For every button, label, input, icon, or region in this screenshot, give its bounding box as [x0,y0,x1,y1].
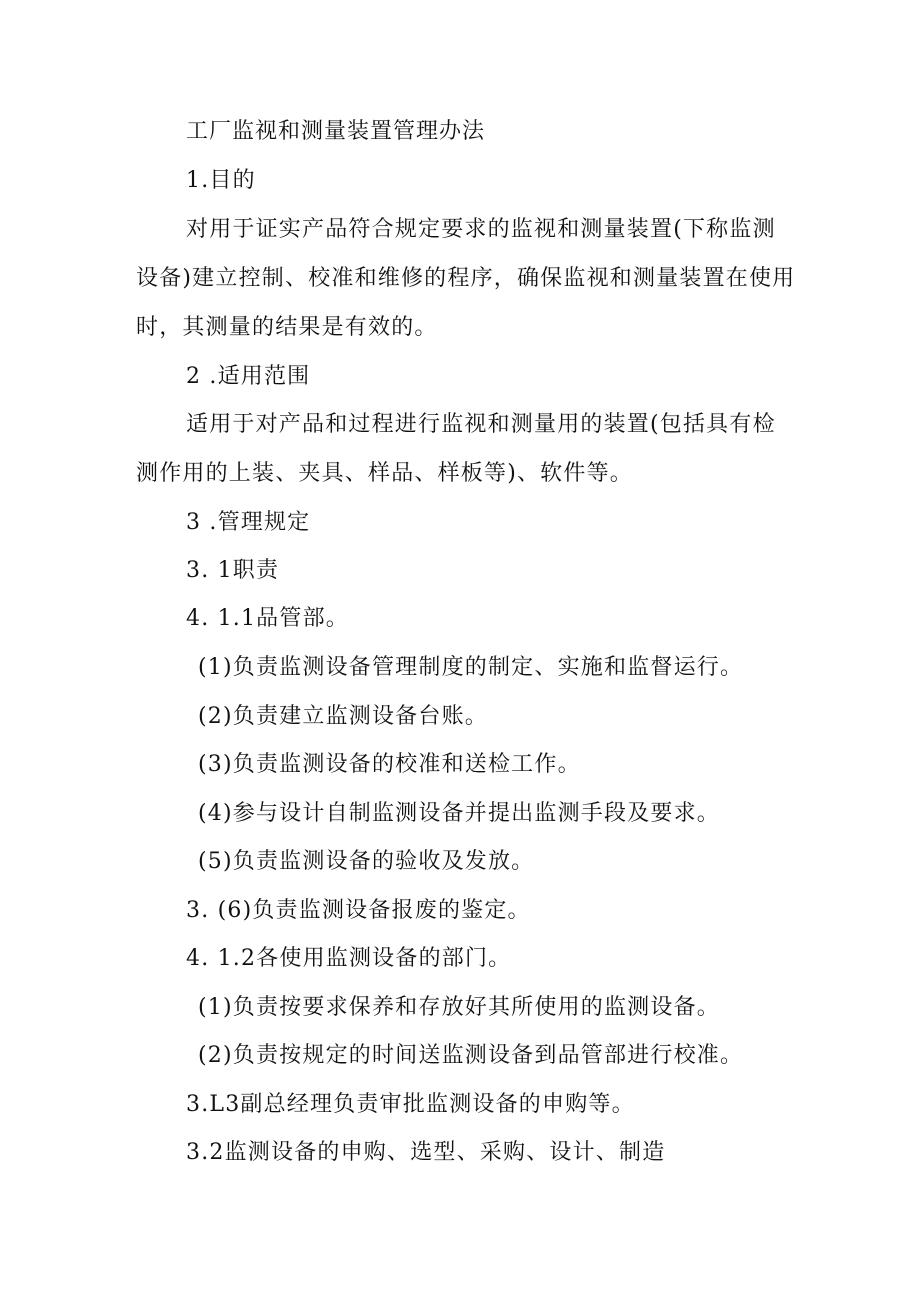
section-heading-scope: 2 .适用范围 [186,364,311,389]
document-title: 工厂监视和测量装置管理办法 [186,119,486,144]
paragraph-line: 时，其测量的结果是有效的。 [136,315,438,340]
list-item: (2)负责按规定的时间送监测设备到品管部进行校准。 [198,1043,744,1068]
subsection-heading: 3.2监测设备的申购、选型、采购、设计、制造 [186,1140,666,1165]
list-item: (3)负责监测设备的校准和送检工作。 [198,752,581,777]
list-item: (5)负责监测设备的验收及发放。 [198,849,535,874]
section-heading-rules: 3 .管理规定 [186,510,311,535]
section-heading-purpose: 1.目的 [186,168,256,193]
subsection-heading: 4. 1.1品管部。 [186,606,349,631]
list-item: (4)参与设计自制监测设备并提出监测手段及要求。 [198,801,720,826]
list-item: (1)负责按要求保养和存放好其所使用的监测设备。 [198,995,720,1020]
list-item: (2)负责建立监测设备台账。 [198,704,488,729]
paragraph-line: 测作用的上装、夹具、样品、样板等)、软件等。 [136,461,633,486]
subsection-heading: 4. 1.2各使用监测设备的部门。 [186,946,512,971]
paragraph-line: 设备)建立控制、校准和维修的程序，确保监视和测量装置在使用 [136,266,796,291]
paragraph-line: 对用于证实产品符合规定要求的监视和测量装置(下称监测 [186,217,776,242]
paragraph-line: 适用于对产品和过程进行监视和测量用的装置(包括具有检 [186,412,776,437]
subsection-heading: 3. 1职责 [186,558,280,583]
list-item: (1)负责监测设备管理制度的制定、实施和监督运行。 [198,655,744,680]
list-item: 3. (6)负责监测设备报废的鉴定。 [186,898,531,923]
paragraph-line: 3.L3副总经理负责审批监测设备的申购等。 [186,1092,635,1117]
